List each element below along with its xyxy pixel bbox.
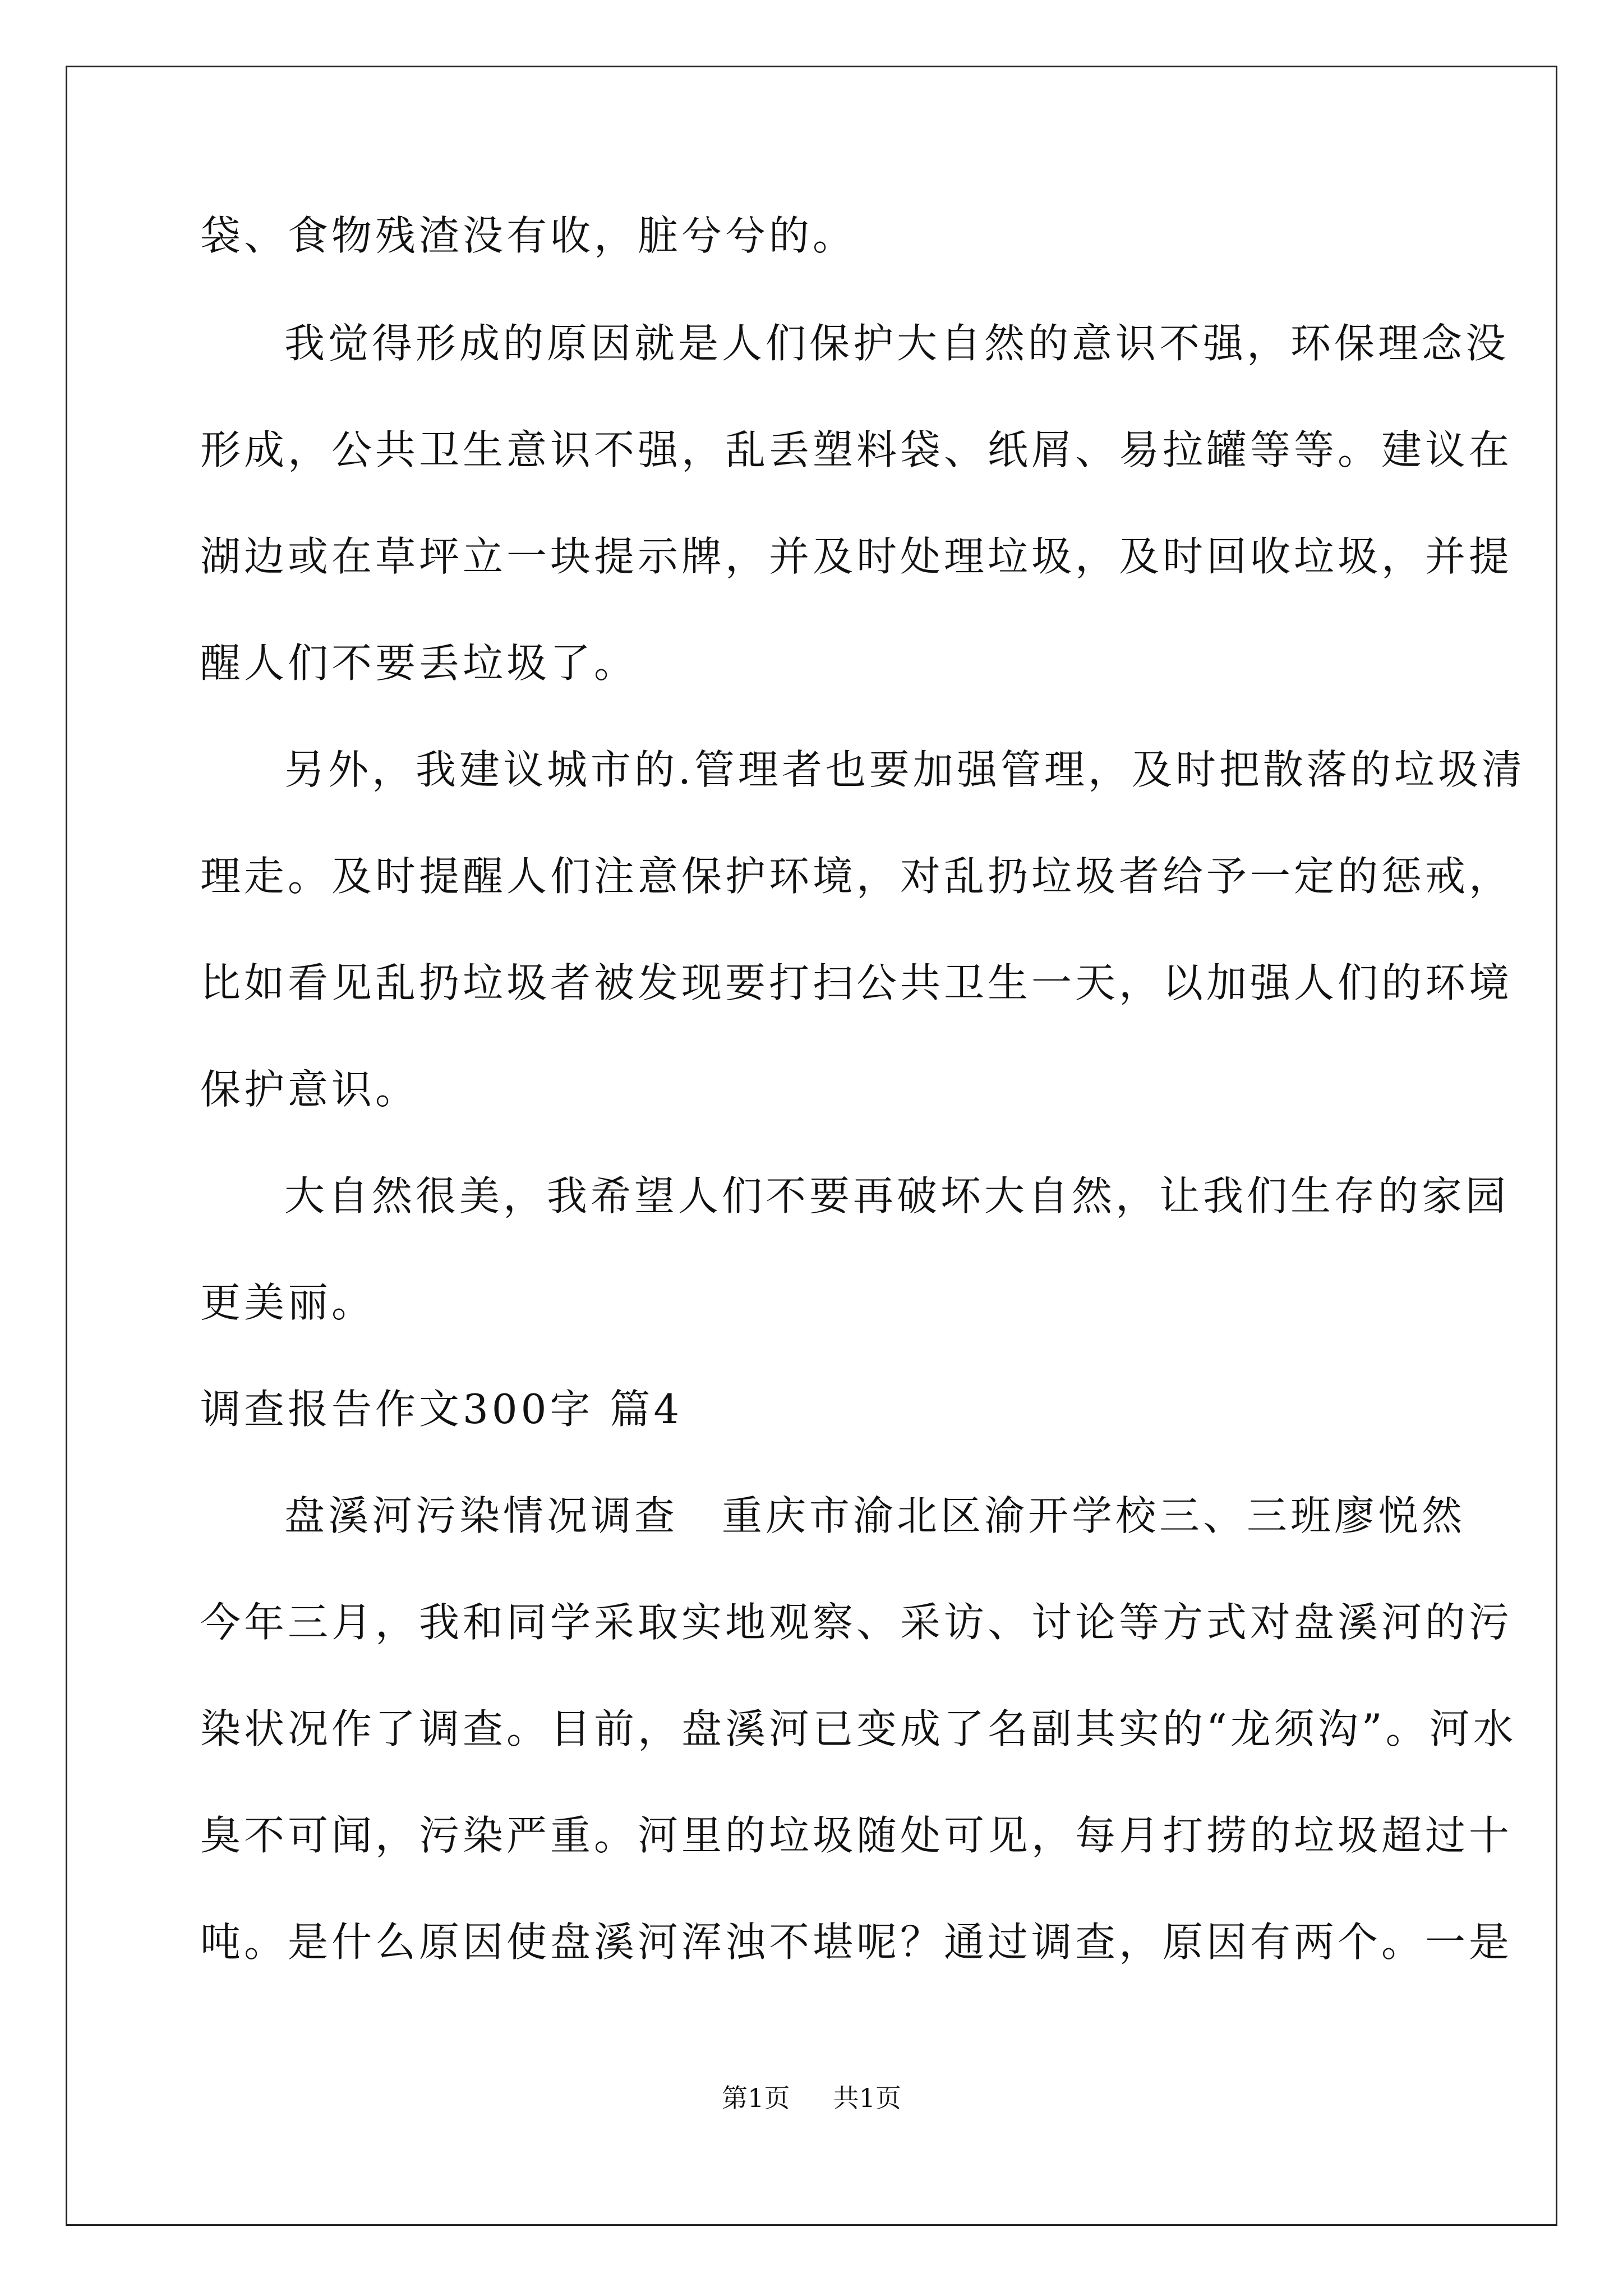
text-line: 理走。及时提醒人们注意保护环境，对乱扔垃圾者给予一定的惩戒， xyxy=(200,853,1513,900)
text-line: 臭不可闻，污染严重。河里的垃圾随处可见，每月打捞的垃圾超过十 xyxy=(200,1812,1513,1859)
text-line: 保护意识。 xyxy=(200,1066,419,1113)
paragraph-line: 大自然很美，我希望人们不要再破坏大自然，让我们生存的家园 xyxy=(284,1172,1510,1220)
paragraph-line: 盘溪河污染情况调查 重庆市渝北区渝开学校三、三班廖悦然 xyxy=(284,1492,1466,1539)
text-line: 染状况作了调查。目前，盘溪河已变成了名副其实的“龙须沟”。河水 xyxy=(200,1705,1517,1752)
paragraph-line: 我觉得形成的原因就是人们保护大自然的意识不强，环保理念没 xyxy=(284,320,1510,367)
text-line: 比如看见乱扔垃圾者被发现要打扫公共卫生一天，以加强人们的环境 xyxy=(200,959,1513,1006)
page-border xyxy=(66,66,1557,2226)
text-line: 醒人们不要丢垃圾了。 xyxy=(200,639,638,687)
text-line: 形成，公共卫生意识不强，乱丢塑料袋、纸屑、易拉罐等等。建议在 xyxy=(200,426,1513,473)
page-number: 第1页 xyxy=(722,2083,790,2113)
text-line: 更美丽。 xyxy=(200,1279,376,1326)
section-heading: 调查报告作文300字 篇4 xyxy=(200,1386,683,1433)
paragraph-line: 另外，我建议城市的.管理者也要加强管理，及时把散落的垃圾清 xyxy=(284,746,1525,793)
text-line: 吨。是什么原因使盘溪河浑浊不堪呢？通过调查，原因有两个。一是 xyxy=(200,1918,1513,1966)
page-footer xyxy=(0,2081,1623,2115)
text-line: 今年三月，我和同学采取实地观察、采访、讨论等方式对盘溪河的污 xyxy=(200,1599,1513,1646)
page-total: 共1页 xyxy=(833,2083,901,2113)
text-line: 袋、食物残渣没有收，脏兮兮的。 xyxy=(200,212,857,259)
text-line: 湖边或在草坪立一块提示牌，并及时处理垃圾，及时回收垃圾，并提 xyxy=(200,533,1513,580)
